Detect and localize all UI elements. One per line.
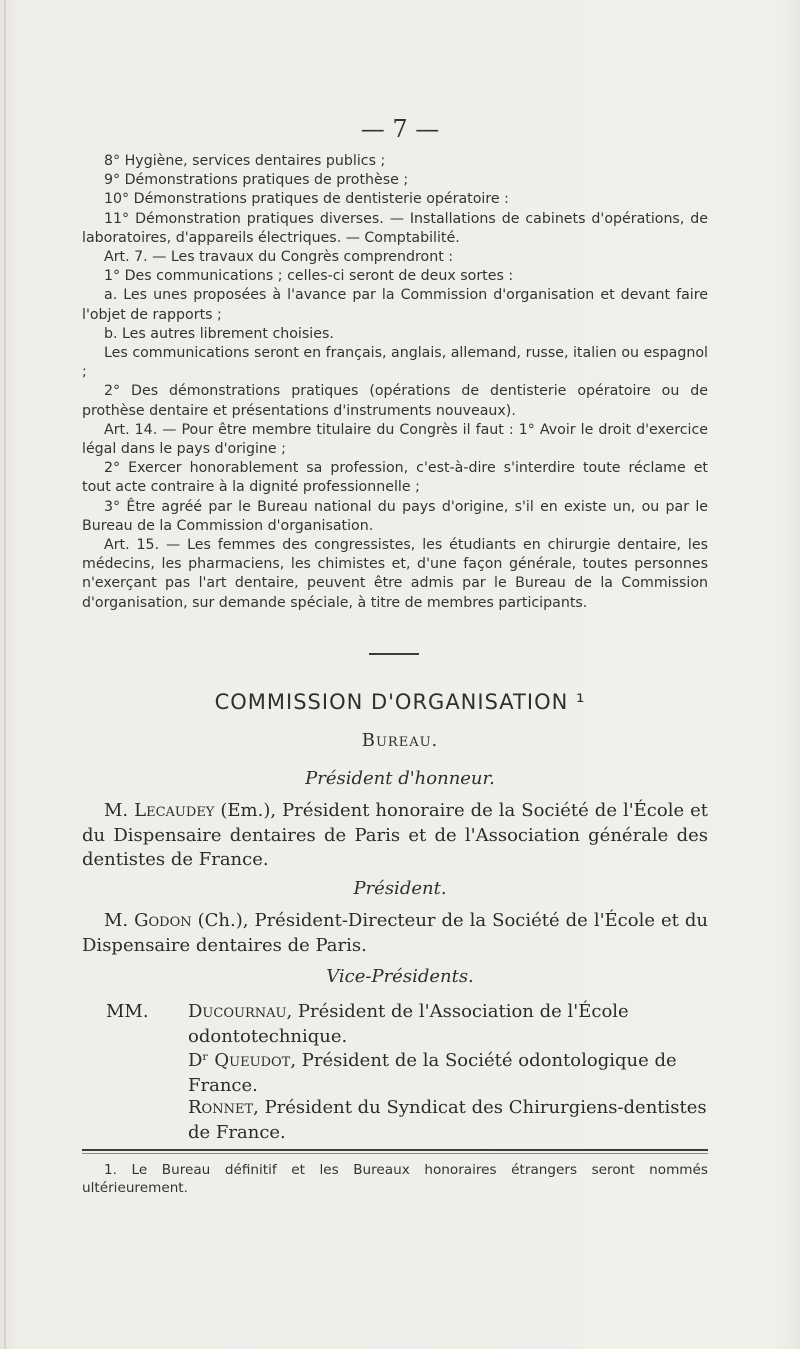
page-spine-shadow (4, 0, 6, 1349)
role-president: Président. (353, 878, 447, 899)
vice-president-item (188, 1049, 708, 1098)
paragraph: 11° Démonstration pratiques diverses. — Installations de cabinets d'opérations, de laboratoires, d'appareils électriques. — Comptabilité. (82, 210, 708, 246)
entry-prefix: M. (104, 800, 129, 821)
footnote-rule-thin (82, 1153, 708, 1154)
person-name: Ronnet (188, 1097, 254, 1118)
bureau-heading: Bureau. (361, 730, 439, 751)
paragraph: Les communications seront en français, anglais, allemand, russe, italien ou espagnol ; (82, 345, 708, 381)
paragraph: 8° Hygiène, services dentaires publics ; (104, 153, 386, 169)
articles-text (82, 152, 708, 613)
person-name: Ducournau (188, 1001, 287, 1022)
paragraph: 3° Être agréé par le Bureau national du pays d'origine, s'il en existe un, ou par le Bureau de la Commission d'organisation. (82, 498, 708, 534)
vice-president-item (188, 1096, 708, 1145)
paragraph: 2° Des démonstrations pratiques (opérations de dentisterie opératoire ou de prothèse dentaire et présentations d'instruments nouveaux). (82, 383, 708, 419)
paragraph: b. Les autres librement choisies. (104, 325, 334, 342)
paragraph: a. Les unes proposées à l'avance par la Commission d'organisation et devant faire l'objet de rapports ; (82, 287, 708, 323)
footnote-rule (82, 1149, 708, 1151)
section-title: COMMISSION D'ORGANISATION ¹ (214, 690, 586, 714)
paragraph: Art. 15. — Les femmes des congressistes, les étudiants en chirurgie dentaire, les médecins, les pharmaciens, les chimistes et, d'une façon générale, toutes personnes n'exerçant pas l'art dentaire, peuvent être admis par le Bureau de la Commission d'organisation, sur demande spéciale, à titre de membres participants. (82, 537, 708, 611)
person-name: Queudot (214, 1050, 291, 1071)
role-vice-presidents: Vice-Présidents. (326, 966, 474, 987)
person-title: Dʳ (188, 1050, 209, 1071)
paragraph: 2° Exercer honorablement sa profession, c'est-à-dire s'interdire toute réclame et tout acte contraire à la dignité professionnelle ; (82, 460, 708, 496)
paragraph: 9° Démonstrations pratiques de prothèse ; (104, 172, 409, 189)
entry-description: , Président de l'Association de l'École odontotechnique. (188, 1001, 629, 1047)
entry-description: (Em.), Président honoraire de la Société de l'École et du Dispensaire dentaires de Paris et de l'Association générale des dentistes de France. (82, 800, 708, 870)
entry-honorary-president (82, 799, 708, 873)
person-name: Godon (134, 910, 192, 931)
footnote: 1. Le Bureau définitif et les Bureaux honoraires étrangers seront nommés ultérieurement. (82, 1162, 708, 1196)
person-name: Lecaudey (134, 800, 215, 821)
vice-president-item (188, 1000, 708, 1049)
role-honorary-president: Président d'honneur. (305, 768, 495, 789)
entry-description: , Président du Syndicat des Chirurgiens-dentistes de France. (188, 1097, 707, 1143)
section-divider (369, 653, 419, 655)
vice-presidents-label: MM. (106, 1001, 149, 1022)
paragraph: Art. 7. — Les travaux du Congrès comprendront : (104, 249, 454, 266)
entry-prefix: M. (104, 910, 129, 931)
paragraph: 10° Démonstrations pratiques de dentisterie opératoire : (104, 191, 509, 208)
entry-description: , Président de la Société odontologique de France. (188, 1050, 677, 1096)
paragraph: Art. 14. — Pour être membre titulaire du Congrès il faut : 1° Avoir le droit d'exercice légal dans le pays d'origine ; (82, 421, 708, 458)
entry-president (82, 909, 708, 958)
entry-description: (Ch.), Président-Directeur de la Société de l'École et du Dispensaire dentaires de Paris. (82, 910, 708, 956)
paragraph: 1° Des communications ; celles-ci seront de deux sortes : (104, 268, 514, 285)
page-number: — 7 — (360, 115, 440, 143)
